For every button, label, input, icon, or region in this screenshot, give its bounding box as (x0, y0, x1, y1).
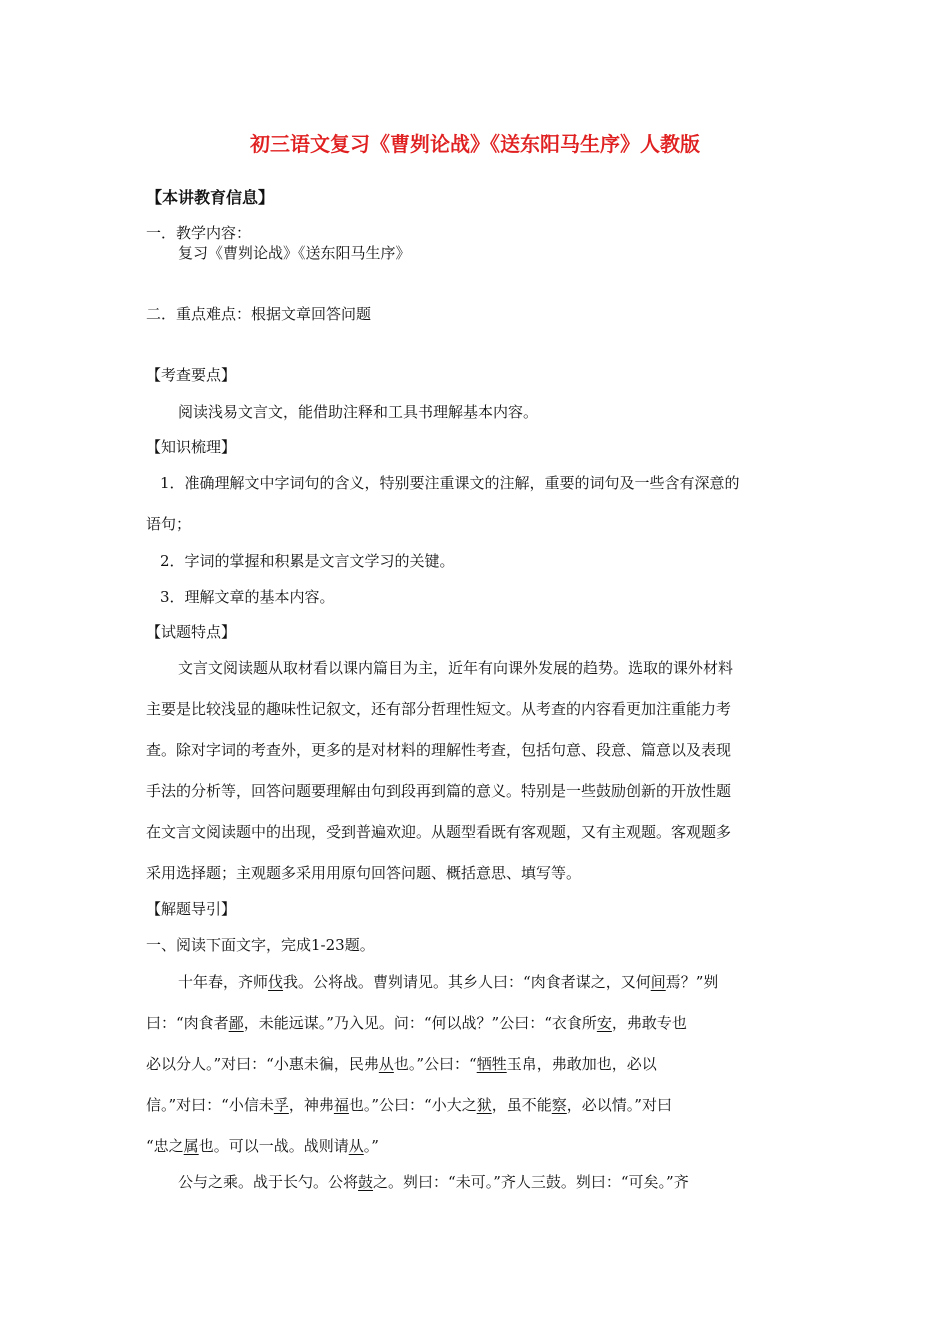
glossed-word: 从 (348, 1137, 364, 1155)
passage-text: ，必以情。”对曰 (566, 1096, 672, 1114)
knowledge-item: 3．理解文章的基本内容。 (160, 588, 335, 606)
features-line: 主要是比较浅显的趣味性记叙文，还有部分哲理性短文。从考查的内容看更加注重能力考 (146, 700, 732, 718)
passage-text: 之。刿曰：“未可。”齐人三鼓。刿曰：“可矣。”齐 (373, 1173, 689, 1191)
passage-line (146, 1054, 657, 1074)
passage-text: 也。可以一战。战则请 (198, 1137, 349, 1155)
info-heading: 【本讲教育信息】 (146, 188, 275, 207)
features-line: 在文言文阅读题中的出现，受到普遍欢迎。从题型看既有客观题，又有主观题。客观题多 (146, 823, 732, 841)
guide-intro: 一、阅读下面文字，完成1-23题。 (146, 936, 375, 954)
passage-line (146, 1136, 379, 1156)
passage-text: 我。公将战。曹刿请见。其乡人曰：“肉食者谋之，又何 (283, 973, 651, 991)
passage-text: ，虽不能 (491, 1096, 552, 1114)
passage-text: 。” (363, 1137, 379, 1155)
passage-text: 十年春，齐师 (178, 973, 269, 991)
content-value: 复习《曹刿论战》《送东阳马生序》 (178, 244, 411, 262)
passage-text: 公与之乘。战于长勺。公将 (178, 1173, 359, 1191)
passage-text: “忠之 (146, 1137, 184, 1155)
knowledge-heading: 【知识梳理】 (146, 438, 237, 456)
passage-text: 信。”对曰：“小信未 (146, 1096, 274, 1114)
features-line: 查。除对字词的考查外，更多的是对材料的理解性考查，包括句意、段意、篇意以及表现 (146, 741, 732, 759)
passage-line (178, 972, 718, 992)
glossed-word: 从 (378, 1055, 394, 1073)
features-line: 文言文阅读题从取材看以课内篇目为主，近年有向课外发展的趋势。选取的课外材料 (178, 659, 734, 677)
passage-line (146, 1095, 672, 1115)
passage-text: 必以分人。”对曰：“小惠未徧，民弗 (146, 1055, 379, 1073)
passage-text: 曰：“肉食者 (146, 1014, 229, 1032)
glossed-word: 属 (183, 1137, 199, 1155)
guide-heading: 【解题导引】 (146, 900, 237, 918)
passage-text: ，弗敢专也 (611, 1014, 687, 1032)
glossed-word: 察 (551, 1096, 567, 1114)
glossed-word: 鼓 (358, 1173, 374, 1191)
key-points: 二．重点难点：根据文章回答问题 (146, 305, 372, 323)
features-line: 采用选择题；主观题多采用用原句回答问题、概括意思、填写等。 (146, 864, 582, 882)
passage-line (178, 1172, 689, 1192)
document-title: 初三语文复习《曹刿论战》《送东阳马生序》人教版 (250, 132, 700, 156)
exam-points-text: 阅读浅易文言文，能借助注释和工具书理解基本内容。 (178, 403, 539, 421)
passage-text: 也。”公曰：“小大之 (348, 1096, 477, 1114)
features-heading: 【试题特点】 (146, 623, 237, 641)
passage-line (146, 1013, 687, 1033)
knowledge-item: 1．准确理解文中字词句的含义，特别要注重课文的注解，重要的词句及一些含有深意的 (160, 474, 740, 492)
glossed-word: 孚 (273, 1096, 289, 1114)
passage-text: ，未能远谋。”乃入见。问：“何以战？”公曰：“衣食所 (243, 1014, 597, 1032)
exam-points-heading: 【考查要点】 (146, 366, 237, 384)
passage-text: ，神弗 (288, 1096, 334, 1114)
knowledge-item: 2．字词的掌握和积累是文言文学习的关键。 (160, 552, 455, 570)
knowledge-item: 语句； (146, 515, 192, 533)
glossed-word: 牺牲 (476, 1055, 507, 1073)
glossed-word: 福 (333, 1096, 349, 1114)
passage-text: 玉帛，弗敢加也，必以 (506, 1055, 657, 1073)
passage-text: 也。”公曰：“ (393, 1055, 477, 1073)
content-label: 一．教学内容： (146, 224, 252, 242)
passage-text: 焉？”刿 (665, 973, 719, 991)
glossed-word: 伐 (268, 973, 284, 991)
glossed-word: 狱 (476, 1096, 492, 1114)
glossed-word: 安 (596, 1014, 612, 1032)
features-line: 手法的分析等，回答问题要理解由句到段再到篇的意义。特别是一些鼓励创新的开放性题 (146, 782, 732, 800)
glossed-word: 鄙 (228, 1014, 244, 1032)
glossed-word: 间 (650, 973, 666, 991)
